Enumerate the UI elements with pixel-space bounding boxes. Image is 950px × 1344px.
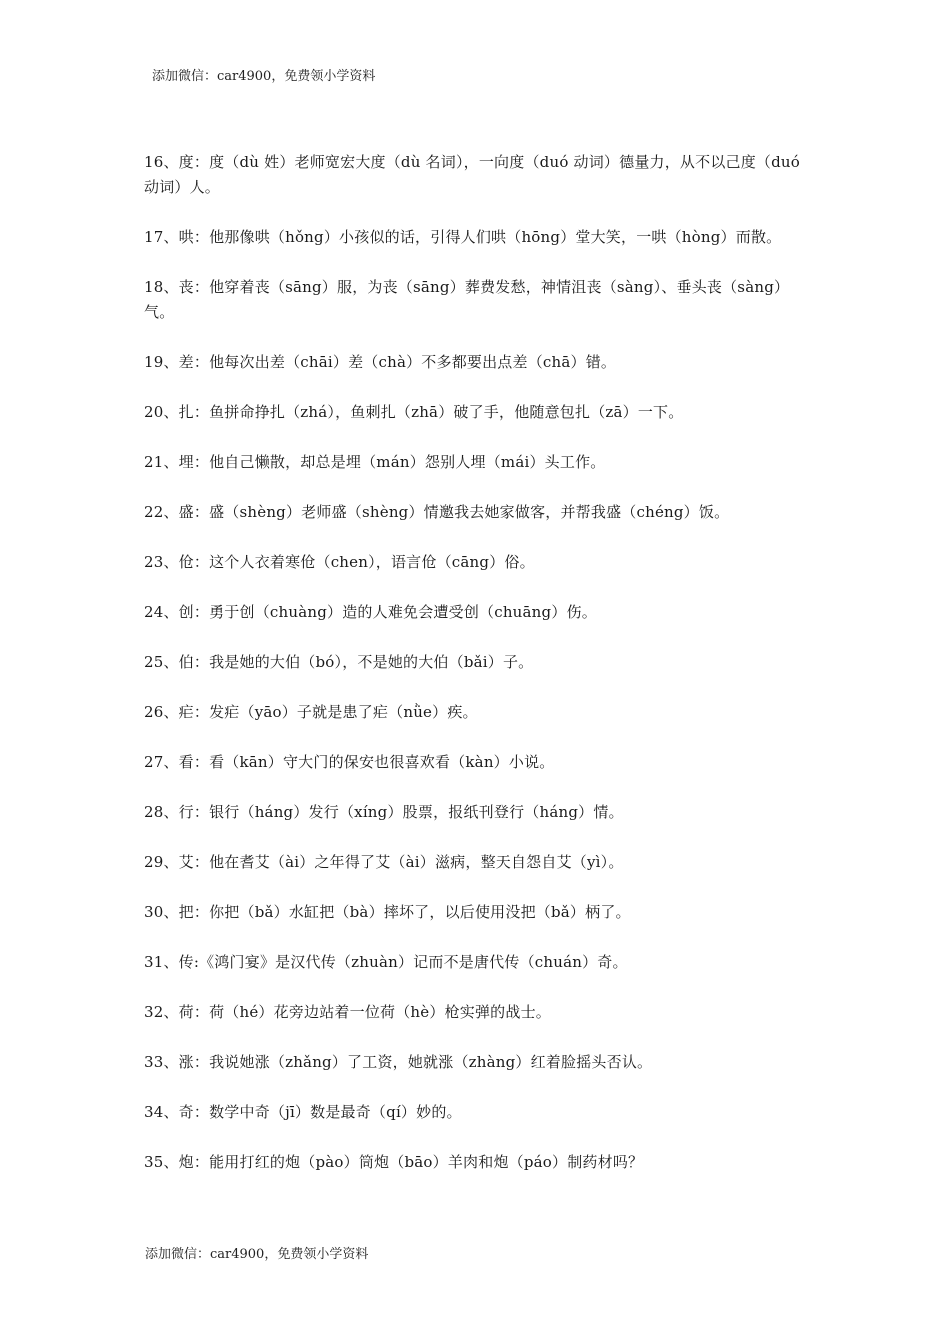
list-item: 32、荷：荷（hé）花旁边站着一位荷（hè）枪实弹的战士。 [144, 1003, 551, 1021]
footer-note: 添加微信：car4900，免费领小学资料 [145, 1247, 369, 1262]
list-item: 31、传:《鸿门宴》是汉代传（zhuàn）记而不是唐代传（chuán）奇。 [144, 953, 628, 971]
list-item: 29、艾：他在耆艾（ài）之年得了艾（ài）滋病，整天自怨自艾（yì）。 [144, 853, 624, 871]
list-item: 22、盛：盛（shèng）老师盛（shèng）情邀我去她家做客，并帮我盛（chéng）饭。 [144, 503, 730, 521]
list-item: 21、埋：他自己懒散，却总是埋（mán）怨别人埋（mái）头工作。 [144, 453, 606, 471]
list-item: 24、创：勇于创（chuàng）造的人难免会遭受创（chuāng）伤。 [144, 603, 597, 621]
list-item: 33、涨：我说她涨（zhǎng）了工资，她就涨（zhàng）红着脸摇头否认。 [144, 1053, 653, 1071]
list-item: 26、疟：发疟（yāo）子就是患了疟（nǜe）疾。 [144, 703, 478, 721]
list-item: 27、看：看（kān）守大门的保安也很喜欢看（kàn）小说。 [144, 753, 555, 771]
list-item: 19、差：他每次出差（chāi）差（chà）不多都要出点差（chā）错。 [144, 353, 617, 371]
list-item: 18、丧：他穿着丧（sāng）服，为丧（sāng）葬费发愁，神情沮丧（sàng）、垂头丧（sàng）气。 [144, 278, 790, 321]
list-item: 30、把：你把（bǎ）水缸把（bà）摔坏了，以后使用没把（bǎ）柄了。 [144, 903, 631, 921]
list-item: 25、伯：我是她的大伯（bó），不是她的大伯（bǎi）子。 [144, 653, 534, 671]
entry-list [144, 150, 804, 1200]
list-item: 17、哄：他那像哄（hǒng）小孩似的话，引得人们哄（hōng）堂大笑，一哄（hòng）而散。 [144, 228, 782, 246]
list-item: 28、行：银行（háng）发行（xíng）股票，报纸刊登行（háng）情。 [144, 803, 624, 821]
list-item: 16、度：度（dù 姓）老师宽宏大度（dù 名词），一向度（duó 动词）德量力，从不以己度（duó 动词）人。 [144, 153, 805, 196]
list-item: 23、伧：这个人衣着寒伧（chen），语言伧（cāng）俗。 [144, 553, 535, 571]
list-item: 34、奇：数学中奇（jī）数是最奇（qí）妙的。 [144, 1103, 462, 1121]
list-item: 20、扎：鱼拼命挣扎（zhá），鱼刺扎（zhā）破了手，他随意包扎（zā）一下。 [144, 403, 684, 421]
list-item: 35、炮：能用打红的炮（pào）筒炮（bāo）羊肉和炮（páo）制药材吗？ [144, 1153, 644, 1171]
header-note: 添加微信：car4900，免费领小学资料 [152, 69, 376, 84]
